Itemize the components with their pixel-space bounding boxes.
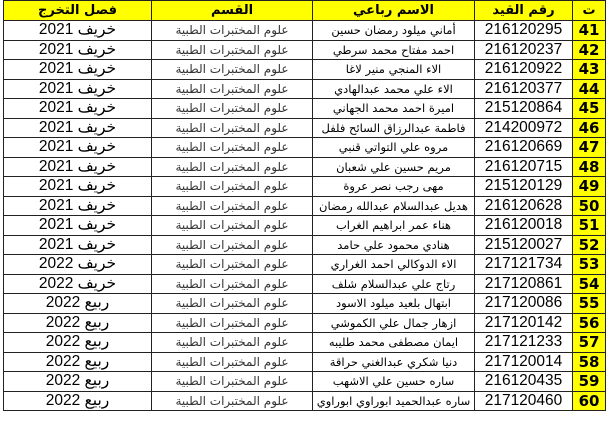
row-number-cell: 44 xyxy=(573,79,606,99)
row-number-cell: 51 xyxy=(573,216,606,236)
department-cell: علوم المختبرات الطبية xyxy=(152,138,313,158)
header-name: الاسم رباعي xyxy=(313,1,475,21)
department-cell: علوم المختبرات الطبية xyxy=(152,294,313,314)
graduation-semester-cell: ربيع 2022 xyxy=(4,333,152,353)
header-id: رقم القيد xyxy=(475,1,573,21)
student-name-cell: ساره حسين علي الاشهب xyxy=(313,372,475,392)
graduation-semester-cell: خريف 2022 xyxy=(4,274,152,294)
department-cell: علوم المختبرات الطبية xyxy=(152,372,313,392)
department-cell: علوم المختبرات الطبية xyxy=(152,333,313,353)
graduation-semester-cell: ربيع 2022 xyxy=(4,372,152,392)
registration-id-cell: 214200972 xyxy=(475,118,573,138)
graduation-semester-cell: خريف 2021 xyxy=(4,157,152,177)
student-name-cell: ازهار جمال علي الكموشي xyxy=(313,313,475,333)
registration-id-cell: 217120086 xyxy=(475,294,573,314)
row-number-cell: 58 xyxy=(573,352,606,372)
row-number-cell: 59 xyxy=(573,372,606,392)
table-row xyxy=(4,391,606,411)
registration-id-cell: 216120435 xyxy=(475,372,573,392)
graduation-semester-cell: ربيع 2022 xyxy=(4,352,152,372)
registration-id-cell: 215120027 xyxy=(475,235,573,255)
graduation-semester-cell: خريف 2021 xyxy=(4,118,152,138)
department-cell: علوم المختبرات الطبية xyxy=(152,255,313,275)
table-row xyxy=(4,352,606,372)
row-number-cell: 53 xyxy=(573,255,606,275)
row-number-cell: 46 xyxy=(573,118,606,138)
student-name-cell: رتاج علي عبدالسلام شلف xyxy=(313,274,475,294)
table-row xyxy=(4,99,606,119)
graduation-semester-cell: خريف 2021 xyxy=(4,196,152,216)
graduation-semester-cell: خريف 2021 xyxy=(4,177,152,197)
department-cell: علوم المختبرات الطبية xyxy=(152,99,313,119)
graduation-semester-cell: خريف 2021 xyxy=(4,216,152,236)
header-row xyxy=(4,1,606,21)
table-row xyxy=(4,196,606,216)
registration-id-cell: 215120129 xyxy=(475,177,573,197)
student-name-cell: الاء علي محمد عبدالهادي xyxy=(313,79,475,99)
student-name-cell: الاء المنجي منير لاغا xyxy=(313,60,475,80)
registration-id-cell: 217121233 xyxy=(475,333,573,353)
table-row xyxy=(4,274,606,294)
student-name-cell: احمد مفتاح محمد سرطي xyxy=(313,40,475,60)
department-cell: علوم المختبرات الطبية xyxy=(152,21,313,41)
student-name-cell: مهى رجب نصر عروة xyxy=(313,177,475,197)
table-row xyxy=(4,333,606,353)
student-name-cell: ساره عبدالحميد ابوراوي ابوراوي xyxy=(313,391,475,411)
student-name-cell: ابتهال بلعيد ميلود الاسود xyxy=(313,294,475,314)
registration-id-cell: 216120018 xyxy=(475,216,573,236)
student-name-cell: هناء عمر ابراهيم الغراب xyxy=(313,216,475,236)
row-number-cell: 55 xyxy=(573,294,606,314)
table-row xyxy=(4,372,606,392)
department-cell: علوم المختبرات الطبية xyxy=(152,79,313,99)
department-cell: علوم المختبرات الطبية xyxy=(152,352,313,372)
student-name-cell: هنادي محمود علي حامد xyxy=(313,235,475,255)
table-row xyxy=(4,21,606,41)
table-row xyxy=(4,79,606,99)
registration-id-cell: 217120861 xyxy=(475,274,573,294)
registration-id-cell: 217120142 xyxy=(475,313,573,333)
header-num: ت xyxy=(573,1,606,21)
table-row xyxy=(4,138,606,158)
graduation-semester-cell: خريف 2021 xyxy=(4,60,152,80)
table-row xyxy=(4,157,606,177)
header-dept: القسم xyxy=(152,1,313,21)
row-number-cell: 42 xyxy=(573,40,606,60)
row-number-cell: 56 xyxy=(573,313,606,333)
row-number-cell: 41 xyxy=(573,21,606,41)
table-row xyxy=(4,313,606,333)
registration-id-cell: 217120460 xyxy=(475,391,573,411)
department-cell: علوم المختبرات الطبية xyxy=(152,40,313,60)
graduation-semester-cell: خريف 2021 xyxy=(4,99,152,119)
row-number-cell: 47 xyxy=(573,138,606,158)
header-semester: فصل التخرج xyxy=(4,1,152,21)
graduation-semester-cell: ربيع 2022 xyxy=(4,391,152,411)
registration-id-cell: 217120014 xyxy=(475,352,573,372)
table-row xyxy=(4,294,606,314)
department-cell: علوم المختبرات الطبية xyxy=(152,313,313,333)
graduation-semester-cell: ربيع 2022 xyxy=(4,294,152,314)
row-number-cell: 49 xyxy=(573,177,606,197)
registration-id-cell: 216120628 xyxy=(475,196,573,216)
department-cell: علوم المختبرات الطبية xyxy=(152,216,313,236)
table-row xyxy=(4,118,606,138)
row-number-cell: 57 xyxy=(573,333,606,353)
table-row xyxy=(4,177,606,197)
department-cell: علوم المختبرات الطبية xyxy=(152,235,313,255)
registration-id-cell: 216120922 xyxy=(475,60,573,80)
registration-id-cell: 216120377 xyxy=(475,79,573,99)
table-row xyxy=(4,216,606,236)
graduation-semester-cell: خريف 2022 xyxy=(4,255,152,275)
graduation-semester-cell: خريف 2021 xyxy=(4,79,152,99)
table-row xyxy=(4,235,606,255)
graduates-table xyxy=(3,0,606,411)
department-cell: علوم المختبرات الطبية xyxy=(152,274,313,294)
student-name-cell: دنيا شكري عبدالغني حراقة xyxy=(313,352,475,372)
department-cell: علوم المختبرات الطبية xyxy=(152,196,313,216)
student-name-cell: ايمان مصطفى محمد طليبه xyxy=(313,333,475,353)
registration-id-cell: 216120295 xyxy=(475,21,573,41)
department-cell: علوم المختبرات الطبية xyxy=(152,391,313,411)
registration-id-cell: 216120669 xyxy=(475,138,573,158)
graduation-semester-cell: خريف 2021 xyxy=(4,235,152,255)
graduation-semester-cell: خريف 2021 xyxy=(4,40,152,60)
row-number-cell: 50 xyxy=(573,196,606,216)
graduation-semester-cell: خريف 2021 xyxy=(4,21,152,41)
table-row xyxy=(4,60,606,80)
student-name-cell: الاء الدوكالي احمد الغراري xyxy=(313,255,475,275)
student-name-cell: هديل عبدالسلام عبدالله رمضان xyxy=(313,196,475,216)
row-number-cell: 43 xyxy=(573,60,606,80)
table-row xyxy=(4,255,606,275)
department-cell: علوم المختبرات الطبية xyxy=(152,177,313,197)
row-number-cell: 52 xyxy=(573,235,606,255)
department-cell: علوم المختبرات الطبية xyxy=(152,60,313,80)
department-cell: علوم المختبرات الطبية xyxy=(152,118,313,138)
student-name-cell: مريم حسين علي شعبان xyxy=(313,157,475,177)
student-name-cell: اميرة احمد محمد الجهاني xyxy=(313,99,475,119)
row-number-cell: 60 xyxy=(573,391,606,411)
student-name-cell: أماني ميلود رمضان حسين xyxy=(313,21,475,41)
registration-id-cell: 216120715 xyxy=(475,157,573,177)
table-row xyxy=(4,40,606,60)
student-name-cell: مروه علي التواتي قنبي xyxy=(313,138,475,158)
graduation-semester-cell: ربيع 2022 xyxy=(4,313,152,333)
student-name-cell: فاطمة عبدالرزاق السائح فلفل xyxy=(313,118,475,138)
row-number-cell: 54 xyxy=(573,274,606,294)
graduation-semester-cell: خريف 2021 xyxy=(4,138,152,158)
row-number-cell: 45 xyxy=(573,99,606,119)
department-cell: علوم المختبرات الطبية xyxy=(152,157,313,177)
row-number-cell: 48 xyxy=(573,157,606,177)
registration-id-cell: 216120237 xyxy=(475,40,573,60)
registration-id-cell: 217121734 xyxy=(475,255,573,275)
registration-id-cell: 215120864 xyxy=(475,99,573,119)
